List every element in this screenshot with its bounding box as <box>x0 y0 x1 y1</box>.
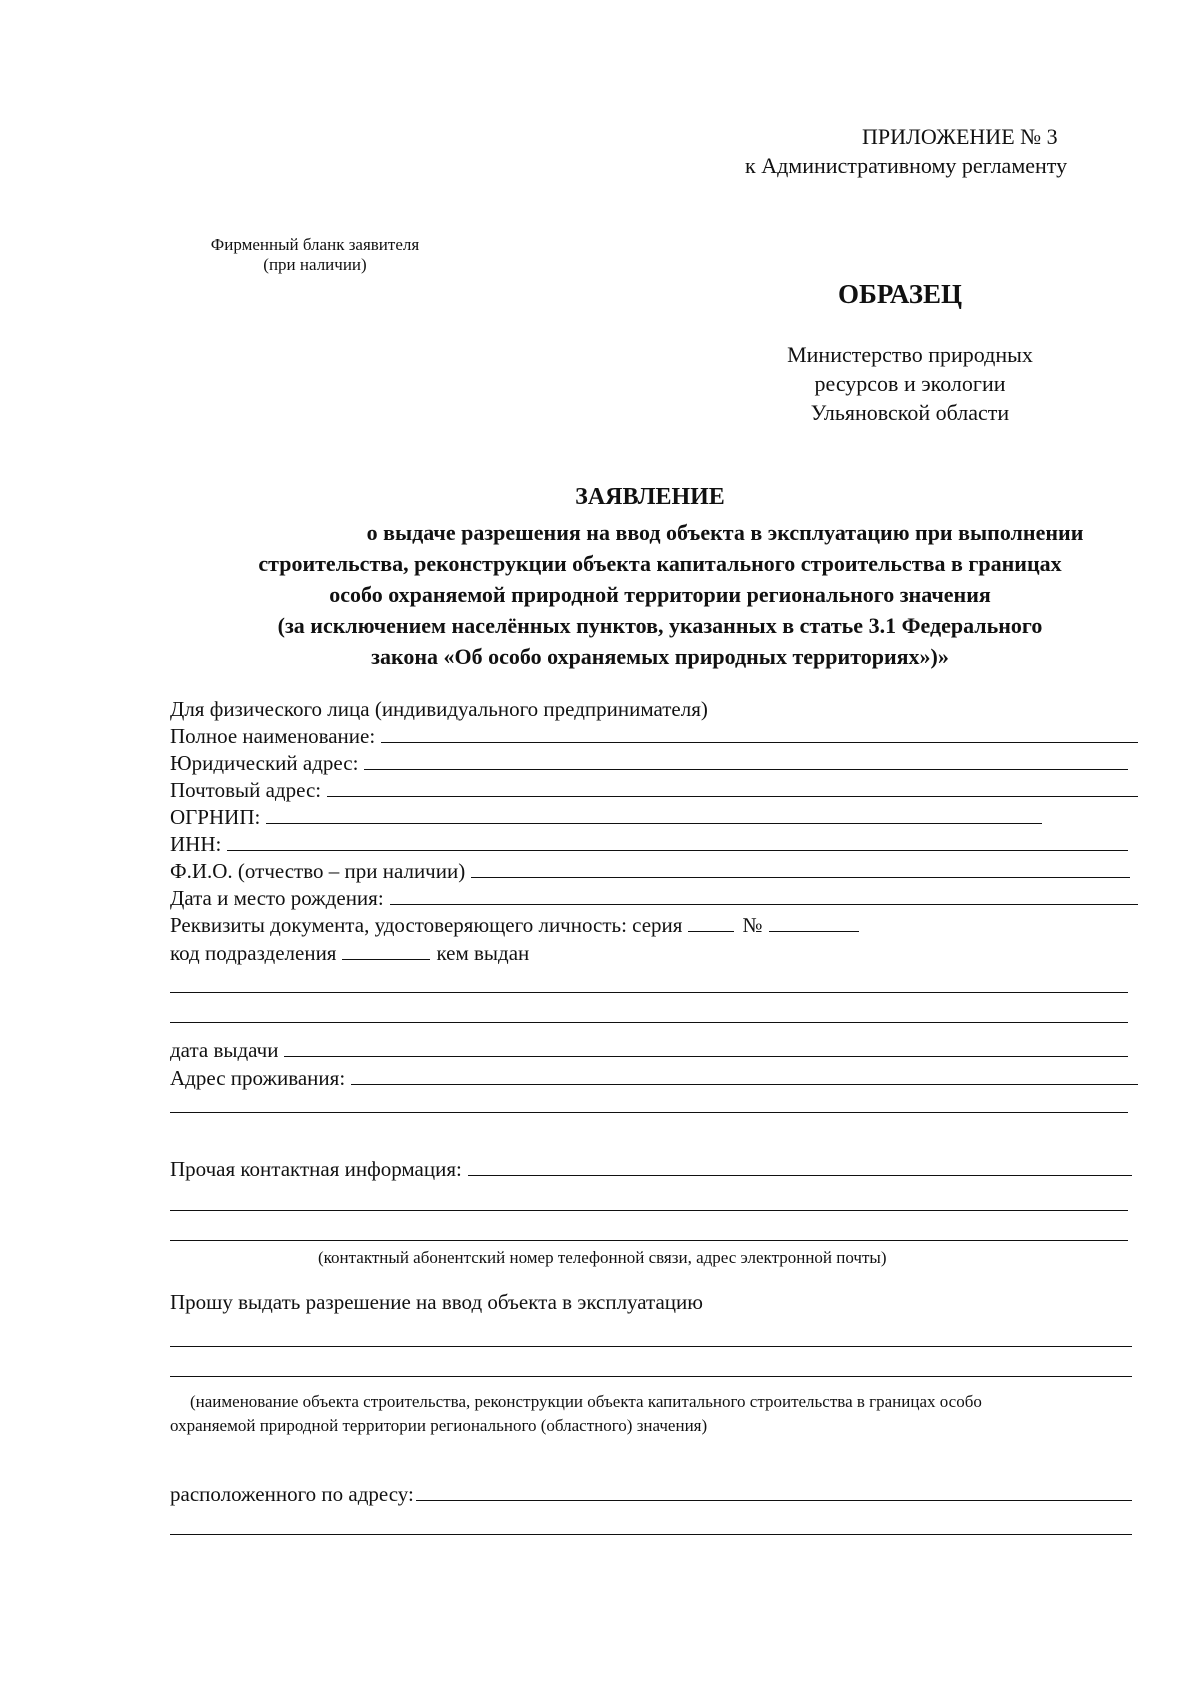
other-contact-label: Прочая контактная информация: <box>170 1157 462 1181</box>
postal-address-row <box>170 778 1138 803</box>
recipient-block <box>740 340 1080 427</box>
title-line-1: о выдаче разрешения на ввод объекта в эксплуатацию при выполнении <box>366 520 1084 545</box>
appendix-subtitle: к Административному регламенту <box>745 153 1068 178</box>
issued-by-label: кем выдан <box>436 941 530 965</box>
title-description <box>150 517 1170 672</box>
recipient-line-2: ресурсов и экологии <box>814 371 1006 396</box>
birth-label: Дата и место рождения: <box>170 886 384 910</box>
title-line-2: строительства, реконструкции объекта капитального строительства в границах <box>258 551 1062 576</box>
contact-hint: (контактный абонентский номер телефонной связи, адрес электронной почты) <box>318 1248 887 1267</box>
recipient-line-3: Ульяновской области <box>810 400 1010 425</box>
issue-date-row <box>170 1038 1128 1063</box>
object-line-1[interactable] <box>170 1346 1132 1347</box>
inn-field[interactable] <box>227 832 1128 851</box>
appendix-number: ПРИЛОЖЕНИЕ № 3 <box>862 124 1058 149</box>
issued-by-line-2[interactable] <box>170 1022 1128 1023</box>
postal-address-label: Почтовый адрес: <box>170 778 322 802</box>
request-text: Прошу выдать разрешение на ввод объекта в эксплуатацию <box>170 1290 703 1314</box>
letterhead-note <box>150 235 480 275</box>
inn-row <box>170 832 1128 857</box>
issued-by-line-1[interactable] <box>170 992 1128 993</box>
ogrnip-row <box>170 805 1042 830</box>
other-contact-row <box>170 1157 1132 1182</box>
fio-row <box>170 859 1130 884</box>
division-code-field[interactable] <box>342 941 430 960</box>
number-sign: № <box>742 913 763 937</box>
location-label: расположенного по адресу: <box>170 1482 414 1506</box>
recipient-line-1: Министерство природных <box>787 342 1033 367</box>
division-code-row <box>170 941 529 966</box>
ogrnip-field[interactable] <box>266 805 1042 824</box>
residence-row <box>170 1066 1138 1091</box>
title-line-4: (за исключением населённых пунктов, указанных в статье 3.1 Федерального <box>277 613 1043 638</box>
inn-label: ИНН: <box>170 832 222 856</box>
location-field[interactable] <box>416 1482 1132 1501</box>
sample-label: ОБРАЗЕЦ <box>838 279 962 309</box>
object-hint-line-2: охраняемой природной территории регионального (областного) значения) <box>170 1416 708 1435</box>
ogrnip-label: ОГРНИП: <box>170 805 261 829</box>
full-name-row <box>170 724 1138 749</box>
form-section-heading: Для физического лица (индивидуального предпринимателя) <box>170 697 708 721</box>
fio-field[interactable] <box>471 859 1130 878</box>
fio-label: Ф.И.О. (отчество – при наличии) <box>170 859 466 883</box>
issue-date-label: дата выдачи <box>170 1038 279 1062</box>
title-line-3: особо охраняемой природной территории регионального значения <box>329 582 991 607</box>
id-series-field[interactable] <box>688 913 734 932</box>
id-number-field[interactable] <box>769 913 859 932</box>
other-contact-field[interactable] <box>468 1157 1132 1176</box>
residence-line-2[interactable] <box>170 1112 1128 1113</box>
issue-date-field[interactable] <box>284 1038 1128 1057</box>
birth-field[interactable] <box>390 886 1138 905</box>
residence-field[interactable] <box>351 1066 1138 1085</box>
title-line-5: закона «Об особо охраняемых природных территориях»)» <box>371 644 949 669</box>
id-document-label: Реквизиты документа, удостоверяющего личность: серия <box>170 913 683 937</box>
location-row <box>170 1482 1132 1507</box>
postal-address-field[interactable] <box>327 778 1138 797</box>
full-name-label: Полное наименование: <box>170 724 376 748</box>
legal-address-label: Юридический адрес: <box>170 751 359 775</box>
other-contact-line-2[interactable] <box>170 1210 1128 1211</box>
document-title: ЗАЯВЛЕНИЕ <box>575 484 725 510</box>
letterhead-line-2: (при наличии) <box>263 255 367 274</box>
full-name-field[interactable] <box>381 724 1138 743</box>
object-line-2[interactable] <box>170 1376 1132 1377</box>
location-line-2[interactable] <box>170 1534 1132 1535</box>
birth-row <box>170 886 1138 911</box>
division-code-label: код подразделения <box>170 941 337 965</box>
object-hint-line-1: (наименование объекта строительства, реконструкции объекта капитального строительства в границах особо <box>190 1392 982 1411</box>
other-contact-line-3[interactable] <box>170 1240 1128 1241</box>
legal-address-field[interactable] <box>364 751 1128 770</box>
id-document-row <box>170 913 859 938</box>
letterhead-line-1: Фирменный бланк заявителя <box>210 235 420 254</box>
residence-label: Адрес проживания: <box>170 1066 346 1090</box>
legal-address-row <box>170 751 1128 776</box>
